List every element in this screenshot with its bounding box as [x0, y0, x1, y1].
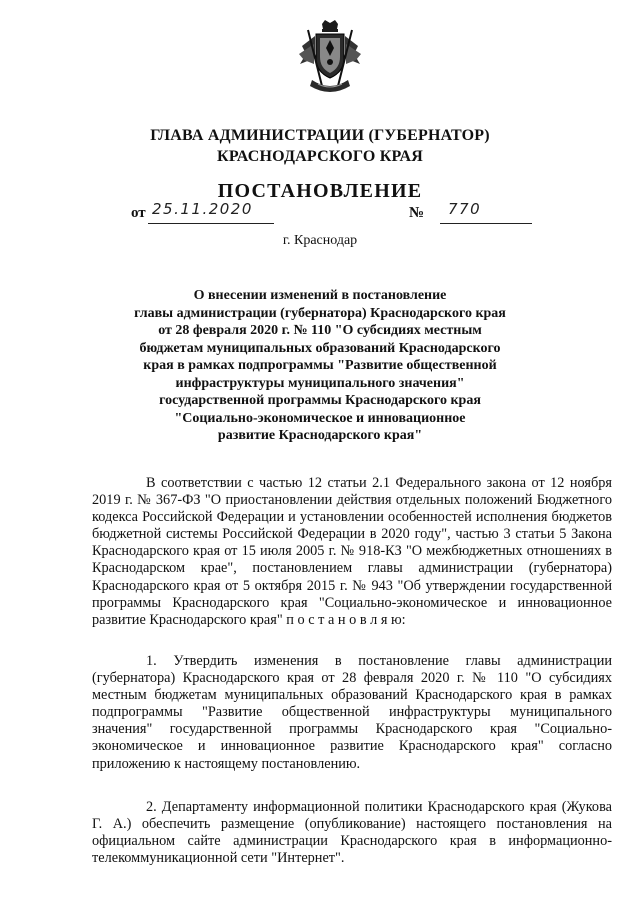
preamble-paragraph — [92, 475, 612, 629]
item-2-text: 2. Департаменту информационной политики Краснодарского края (Жукова Г. А.) обеспечить размещение (опубликование) настоящего постановления на официальном сайте администрации Краснодарского края в информационно-телекоммуникационной сети "Интернет". — [92, 799, 612, 867]
date-value: 25.11.2020 — [152, 200, 253, 218]
title-line: инфраструктуры муниципального значения" — [175, 375, 465, 391]
coat-of-arms-emblem — [296, 20, 364, 98]
title-line: "Социально-экономическое и инновационное — [174, 410, 466, 426]
title-line: края в рамках подпрограммы "Развитие общественной — [143, 358, 497, 373]
preamble-text: В соответствии с частью 12 статьи 2.1 Федерального закона от 12 ноября 2019 г. № 367-ФЗ "О приостановлении действия отдельных положений Бюджетного кодекса Российской Федерации и установлении особенностей исполнения бюджетов бюджетной системы Российской Федерации в 2020 году", частью 3 статьи 5 Закона Краснодарского края от 15 июля 2005 г. № 918-КЗ "О межбюджетных отношениях в Краснодарском крае", постановлением главы администрации (губернатора) Краснодарского края от 5 октября 2015 г. № 943 "Об утверждении государственной программы Краснодарского края "Социально-экономическое и инновационное развитие Краснодарского края" п о с т а н о в л я ю: — [92, 475, 612, 628]
number-label: № — [409, 205, 425, 221]
document-type: ПОСТАНОВЛЕНИЕ — [217, 180, 423, 202]
title-line: развитие Краснодарского края" — [217, 428, 423, 443]
authority-title-line1: ГЛАВА АДМИНИСТРАЦИИ (ГУБЕРНАТОР) — [150, 127, 490, 144]
date-underline — [148, 223, 274, 224]
number-underline — [440, 223, 532, 224]
title-line: О внесении изменений в постановление — [193, 288, 447, 303]
city-name: г. Краснодар — [282, 233, 358, 248]
document-title — [120, 287, 520, 445]
number-value: 770 — [448, 200, 482, 218]
title-line: бюджетам муниципальных образований Краснодарского — [139, 340, 501, 356]
authority-title-line2: КРАСНОДАРСКОГО КРАЯ — [217, 148, 423, 165]
item-1-text: 1. Утвердить изменения в постановление главы администрации (губернатора) Краснодарского края от 28 февраля 2020 г. № 110 "О субсидиях местным бюджетам муниципальных образований Краснодарского края в рамках подпрограммы "Развитие общественной инфраструктуры муниципального значения" государственной программы Краснодарского края "Социально-экономическое и инновационное развитие Краснодарского края" согласно приложению к настоящему постановлению. — [92, 653, 612, 772]
item-1-paragraph — [92, 653, 612, 773]
title-line: главы администрации (губернатора) Краснодарского края — [134, 305, 506, 321]
date-label: от — [131, 205, 146, 221]
title-line: государственной программы Краснодарского края — [159, 393, 481, 408]
title-line: от 28 февраля 2020 г. № 110 "О субсидиях местным — [158, 323, 482, 338]
item-2-paragraph — [92, 799, 612, 867]
